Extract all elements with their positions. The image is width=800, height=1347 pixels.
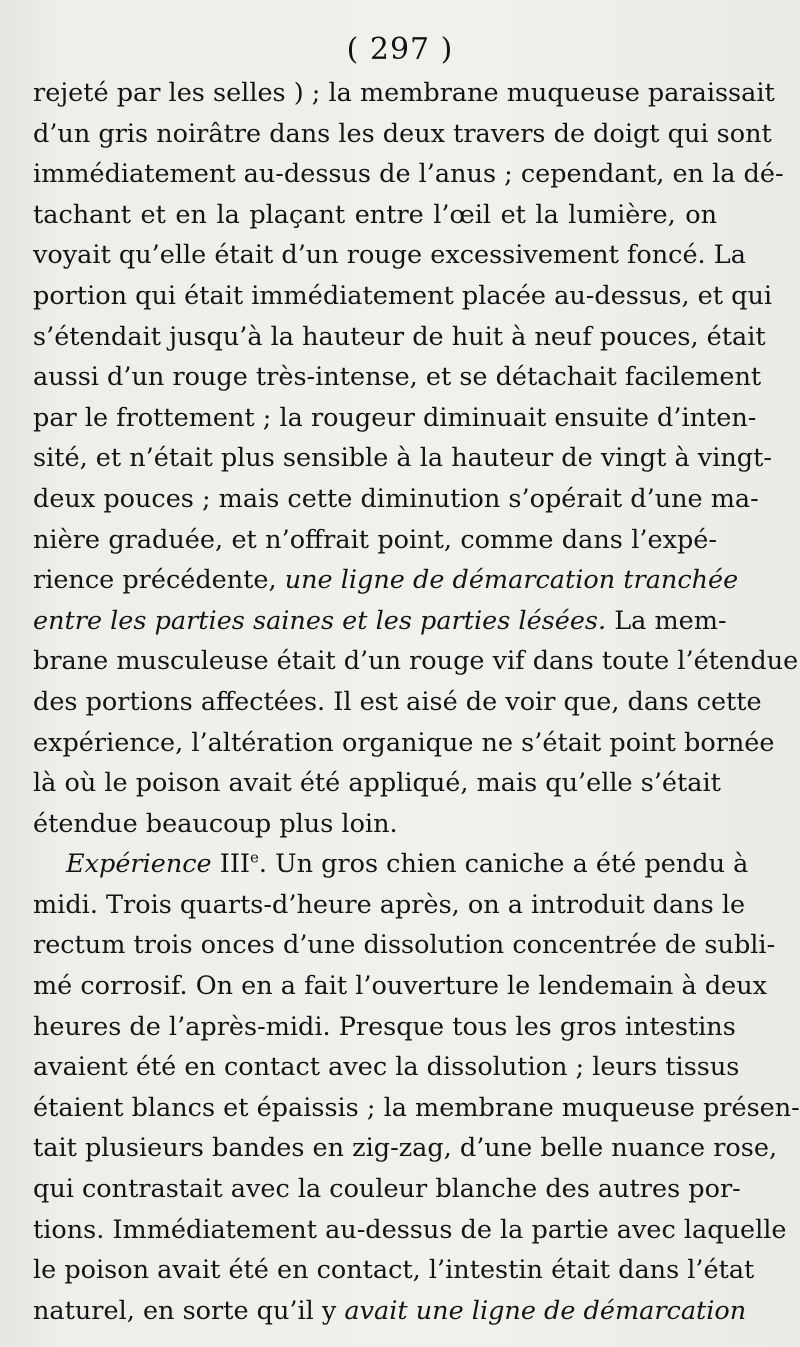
- text-segment: portion qui était immédiatement placée au-dessus, et qui: [33, 280, 773, 311]
- text-line: [33, 479, 759, 520]
- text-line: [33, 114, 772, 155]
- italic-text: une ligne de démarcation tranchée: [284, 565, 739, 596]
- text-line: [33, 1291, 747, 1332]
- text-segment: naturel, en sorte qu’il y: [33, 1295, 345, 1326]
- text-segment: des portions affectées. Il est aisé de voir que, dans cette: [33, 686, 762, 717]
- text-line: [33, 1088, 800, 1129]
- text-segment: tions. Immédiatement au-dessus de la partie avec laquelle: [33, 1214, 787, 1245]
- text-segment: La mem-: [606, 605, 727, 636]
- text-line: [33, 804, 717, 845]
- text-line: [33, 925, 776, 966]
- text-line: [33, 844, 749, 885]
- text-line: [33, 641, 799, 682]
- italic-text: Expérience: [66, 849, 212, 880]
- text-line: [33, 438, 772, 479]
- superscript: e: [249, 848, 259, 867]
- text-line: [33, 398, 757, 439]
- text-line: [33, 1007, 736, 1048]
- text-segment: mé corrosif. On en a fait l’ouverture le lendemain à deux: [33, 971, 768, 1002]
- text-line: [33, 723, 775, 764]
- text-line: [33, 235, 746, 276]
- body-text: [33, 73, 800, 1331]
- text-segment: heures de l’après-midi. Presque tous les gros intestins: [33, 1011, 736, 1042]
- text-segment: tait plusieurs bandes en zig-zag, d’une belle nuance rose,: [33, 1133, 778, 1164]
- text-segment: nière graduée, et n’offrait point, comme dans l’expé-: [33, 524, 717, 555]
- text-line: [33, 885, 746, 926]
- text-line: [33, 1250, 755, 1291]
- text-line: [33, 560, 739, 601]
- text-line: [33, 317, 766, 358]
- text-segment: le poison avait été en contact, l’intestin était dans l’état: [33, 1255, 755, 1286]
- text-segment: étendue beaucoup plus loin.: [33, 808, 398, 839]
- text-segment: d’un gris noirâtre dans les deux travers de doigt qui sont: [33, 118, 772, 149]
- text-segment: étaient blancs et épaissis ; la membrane muqueuse présen-: [33, 1092, 800, 1123]
- text-line: [33, 195, 717, 236]
- text-line: [33, 1128, 778, 1169]
- text-segment: deux pouces ; mais cette diminution s’opérait d’une ma-: [33, 483, 759, 514]
- text-line: [33, 73, 775, 114]
- text-segment: expérience, l’altération organique ne s’était point bornée: [33, 727, 775, 758]
- text-segment: aussi d’un rouge très-intense, et se détachait facilement: [33, 362, 762, 393]
- text-line: [33, 357, 762, 398]
- italic-text: entre les parties saines et les parties lésées.: [33, 605, 607, 636]
- text-line: [33, 763, 721, 804]
- text-segment: rectum trois onces d’une dissolution concentrée de subli-: [33, 930, 776, 961]
- text-segment: rejeté par les selles ) ; la membrane muqueuse paraissait: [33, 78, 775, 108]
- text-segment: avaient été en contact avec la dissolution ; leurs tissus: [33, 1052, 740, 1083]
- text-line: [33, 520, 717, 561]
- text-line: [33, 154, 784, 195]
- italic-text: avait une ligne de démarcation: [344, 1295, 747, 1326]
- text-segment: III: [211, 849, 250, 880]
- text-line: [33, 276, 773, 317]
- text-segment: s’étendait jusqu’à la hauteur de huit à neuf pouces, était: [33, 321, 766, 352]
- text-segment: sité, et n’était plus sensible à la hauteur de vingt à vingt-: [33, 443, 772, 474]
- text-segment: voyait qu’elle était d’un rouge excessivement foncé. La: [33, 240, 746, 271]
- text-segment: rience précédente,: [33, 565, 285, 596]
- text-segment: immédiatement au-dessus de l’anus ; cependant, en la dé-: [33, 159, 784, 190]
- text-line: [33, 966, 768, 1007]
- text-line: [33, 682, 762, 723]
- text-line: [33, 1210, 787, 1251]
- text-line: [33, 1047, 740, 1088]
- text-segment: brane musculeuse était d’un rouge vif dans toute l’étendue: [33, 646, 799, 677]
- text-line: [33, 601, 727, 642]
- text-segment: qui contrastait avec la couleur blanche des autres por-: [33, 1174, 741, 1205]
- text-line: [33, 1169, 741, 1210]
- text-segment: par le frottement ; la rougeur diminuait ensuite d’inten-: [33, 402, 757, 433]
- text-segment: . Un gros chien caniche a été pendu à: [258, 849, 749, 880]
- text-segment: là où le poison avait été appliqué, mais qu’elle s’était: [33, 768, 721, 799]
- page-number: ( 297 ): [346, 32, 454, 67]
- text-segment: midi. Trois quarts-d’heure après, on a introduit dans le: [33, 889, 746, 920]
- text-segment: tachant et en la plaçant entre l’œil et la lumière, on: [33, 199, 717, 230]
